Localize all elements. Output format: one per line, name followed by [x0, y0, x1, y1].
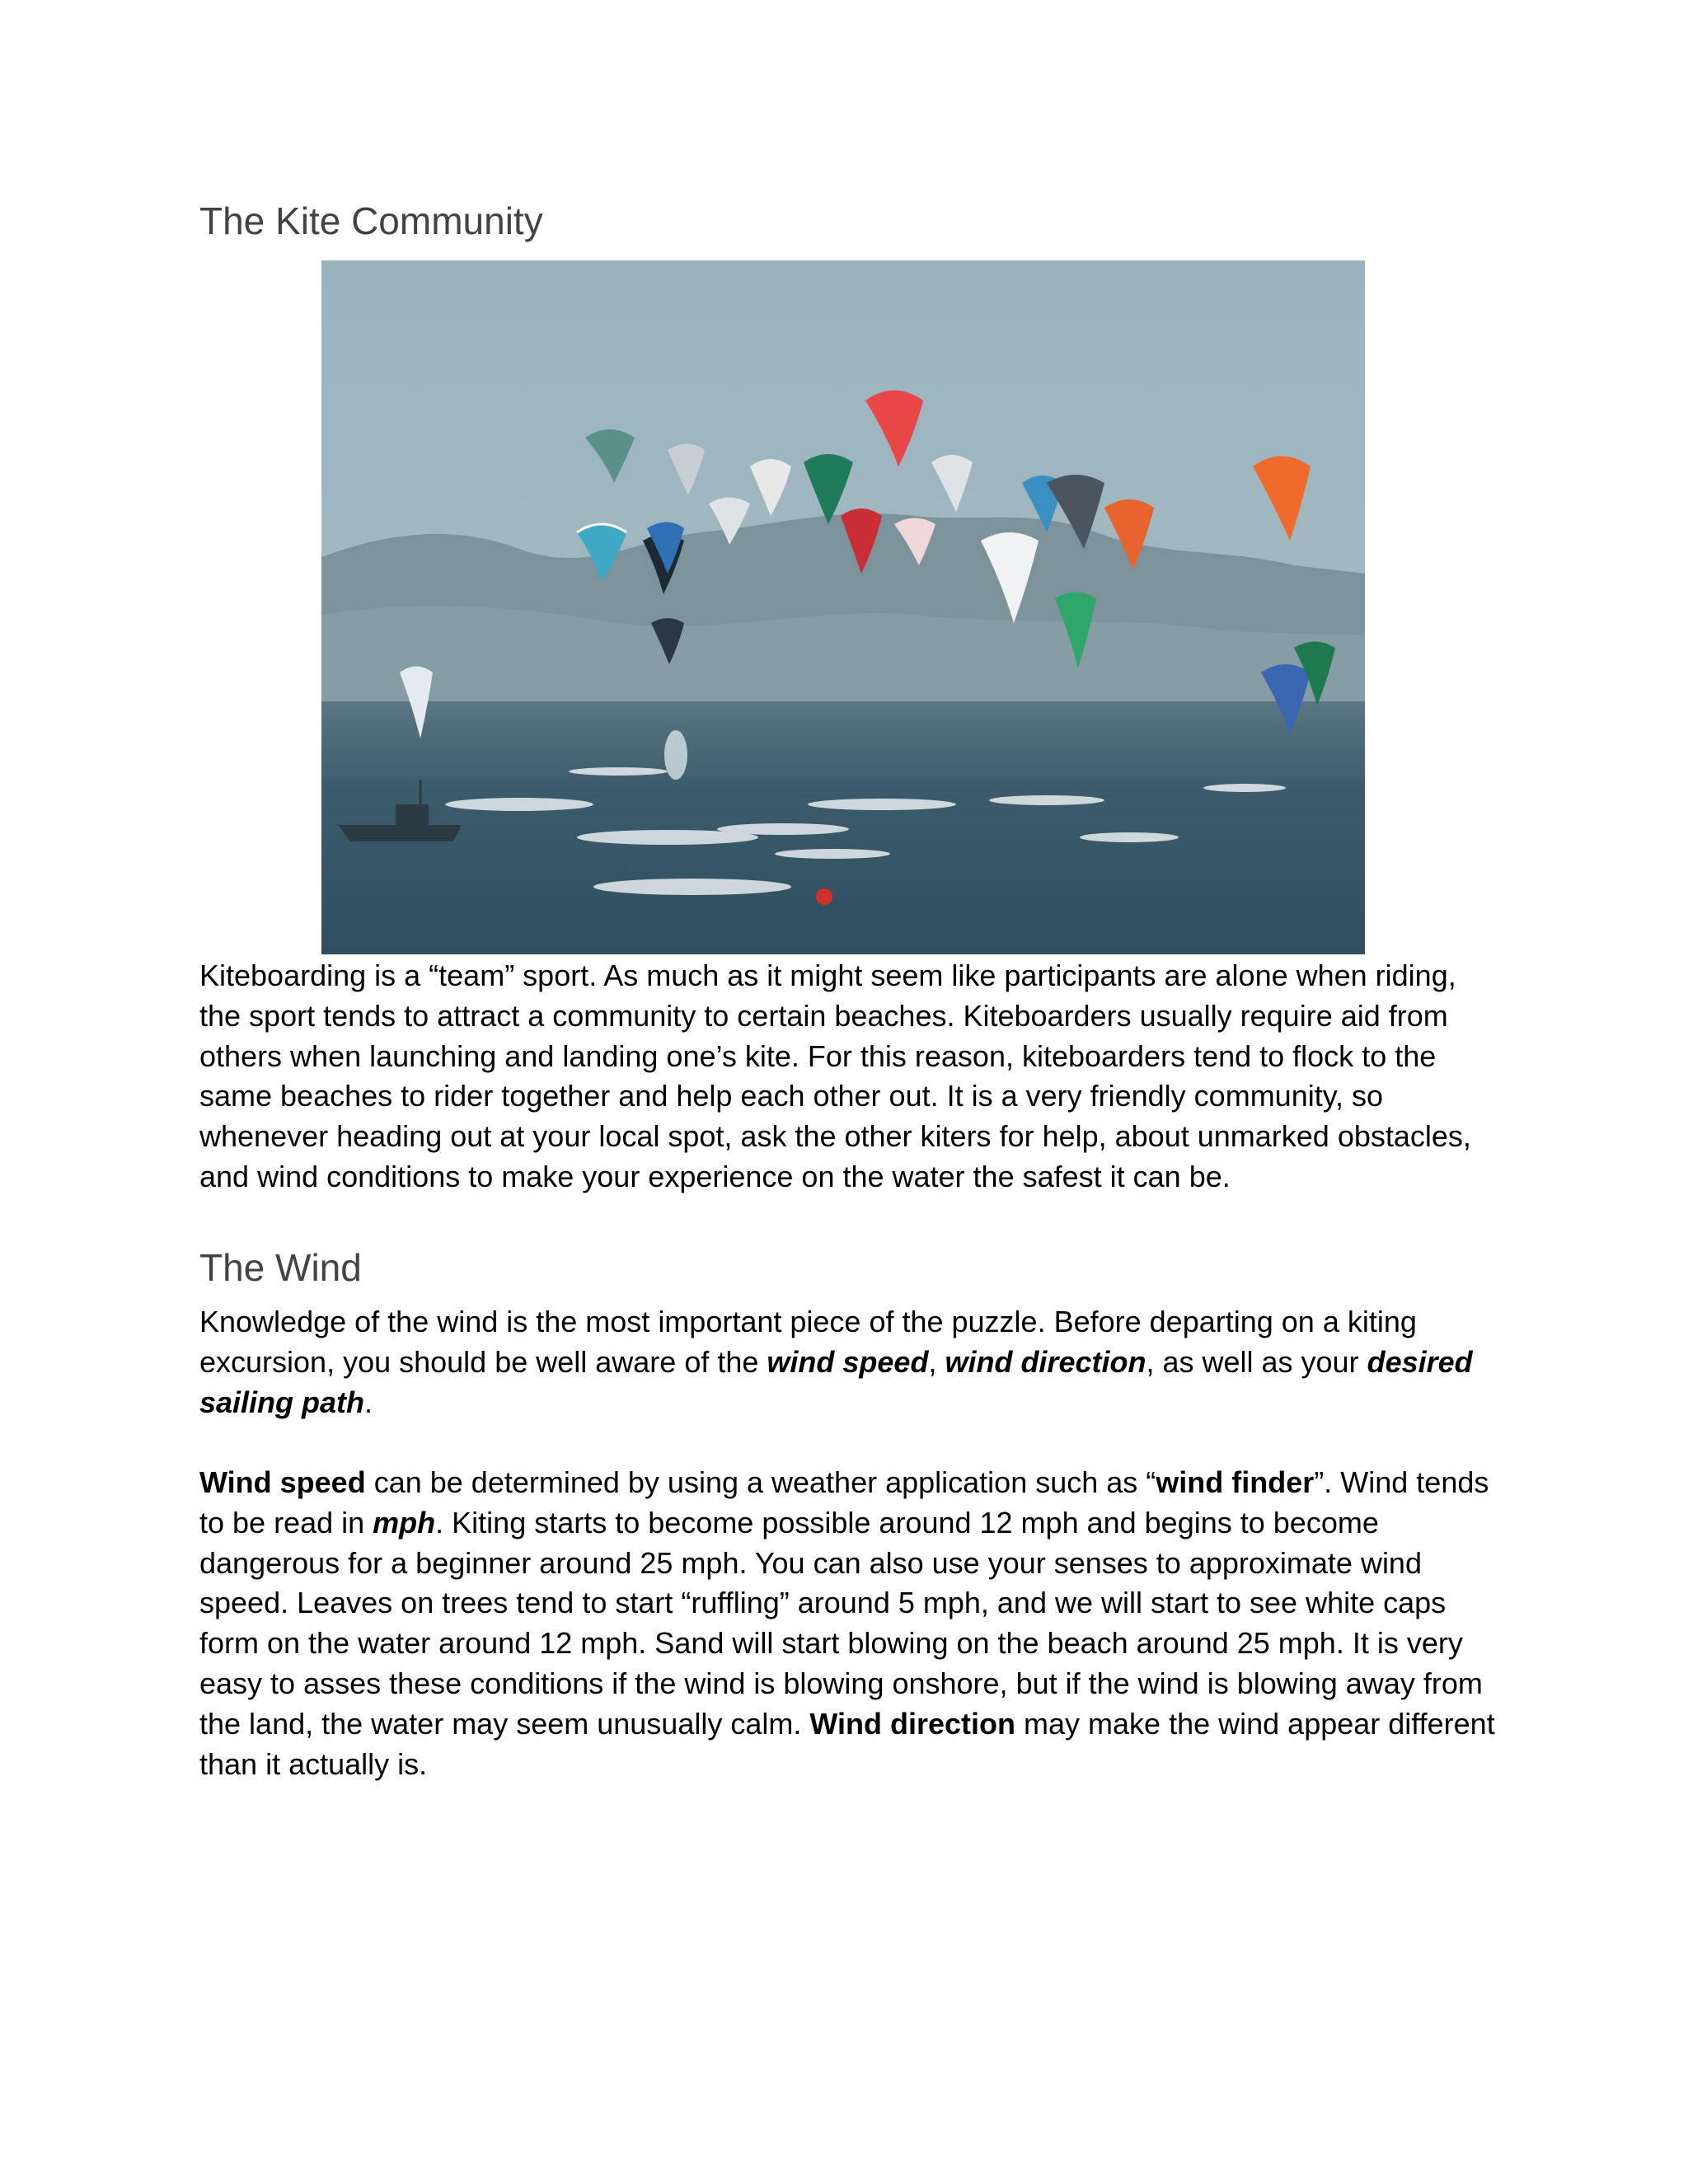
text-run: , as well as your [1146, 1344, 1367, 1379]
paragraph-wind-intro [199, 1302, 1502, 1422]
text-run: ”. Wind tends to be read in [199, 1465, 1489, 1540]
text-run: . Kiting starts to become possible around 12 mph and begins to become dangerous for a beginner around 25 mph. You can also use your senses to approximate wind speed. Leaves on trees tend to start “ruffling” around 5 mph, and we will start to see white caps form on the water around 12 mph. Sand will start blowing on the beach around 25 mph. It is very easy to asses these conditions if the wind is blowing onshore, but if the wind is blowing away from the land, the water may seem unusually calm. [199, 1505, 1483, 1741]
bold-wind-finder: wind finder [1156, 1465, 1315, 1499]
text-run: may make the wind appear different than it actually is. [199, 1706, 1495, 1781]
paragraph-kite-community: Kiteboarding is a “team” sport. As much as it might seem like participants are alone when riding, the sport tends to attract a community to certain beaches. Kiteboarders usually require aid from others when launching and landing one’s kite. For this reason, kiteboarders tend to flock to the same beaches to rider together and help each other out. It is a very friendly community, so whenever heading out at your local spot, ask the other kiters for help, about unmarked obstacles, and wind conditions to make your experience on the water the safest it can be. [199, 958, 1471, 1193]
section-heading-wind: The Wind [199, 1246, 362, 1289]
text-run: , [928, 1344, 945, 1379]
bold-wind-direction: Wind direction [809, 1706, 1016, 1741]
kite-photo [321, 260, 1365, 954]
text-run: Knowledge of the wind is the most important piece of the puzzle. Before departing on a kiting excursion, you should be well aware of the [199, 1305, 1417, 1379]
emphasis-wind-speed: wind speed [767, 1344, 929, 1379]
emphasis-mph: mph [373, 1505, 436, 1540]
text-run: . [364, 1385, 373, 1419]
text-run: can be determined by using a weather application such as “ [365, 1465, 1156, 1499]
emphasis-desired-sailing-path: desired sailing path [199, 1344, 1473, 1419]
section-heading-kite-community: The Kite Community [199, 199, 543, 242]
paragraph-wind-speed [199, 1463, 1502, 1784]
bold-wind-speed: Wind speed [199, 1465, 366, 1499]
emphasis-wind-direction: wind direction [945, 1344, 1146, 1379]
